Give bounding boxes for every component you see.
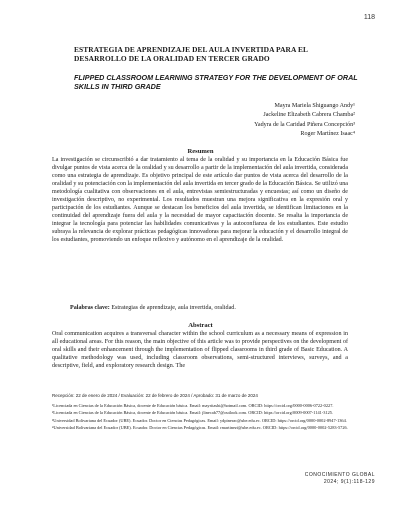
footnote: ¹Licenciada en Ciencias de la Educación Básica, docente de Educación básica. Email: mayritashi@hotmail.com. ORCID: https://orcid.org/0000-0006-0722-0227. [52,403,334,408]
author-name: Yadyra de la Caridad Piñera Concepción³ [254,121,355,128]
footnote: ⁴Universidad Bolivariana del Ecuador (UBE). Ecuador. Doctor en Ciencias Pedagógicas. Email: rmartinezi@ube.edu.ec. ORCID: https://orcid.org/0000-0002-5283-5726. [52,425,348,431]
author-list [254,102,355,140]
submission-dates: Recepción: 22 de enero de 2024 / Evaluación: 22 de febrero de 2024 / Aprobado: 31 de marzo de 2024 [52,393,258,398]
page-number: 118 [363,14,375,21]
abstract-heading: Abstract [188,322,213,329]
footnote: ²Licenciada en Ciencias de la Educación Básica, docente de Educación básica. Email: jlinecab77@outlook.com. ORCID: https://orcid.org/0009-0007-1141-3125. [52,410,334,416]
resumen-heading: Resumen [187,148,214,155]
journal-issue: 2024; 9(1):118-129 [323,479,375,485]
keywords-label: Palabras clave: [70,305,110,311]
keywords-text: Estrategias de aprendizaje, aula invertida, oralidad. [111,305,236,311]
footnotes [52,403,350,432]
abstract-paragraph: Oral communication acquires a transversal character within the school curriculum as a necessary means of expression in all educational areas. For this reason, the main objective of this article was to provide perspectives on the development of oral skills and their enhancement through the implementation of flipped classrooms in third grade of Basic Education. A qualitative methodology was used, including classroom observations, semi-structured interviews, surveys, and a descriptive, field, and exploratory research design. The [52,331,348,369]
author-name: Jackeline Elizabeth Cabrera Chamba² [263,112,355,119]
keywords-line [70,305,350,311]
author-name: Mayra Mariela Shiguango Andy¹ [274,103,355,109]
journal-name: CONOCIMIENTO GLOBAL [304,472,375,478]
journal-footer [305,472,375,486]
author-name: Roger Martínez Isaac⁴ [300,131,355,138]
footnote: ³Universidad Bolivariana del Ecuador (UBE). Ecuador. Doctor en Ciencias Pedagógicas. Email: ydpinerac@ube.edu.ec. ORCID: https://orcid.org/0000-0002-8947-1364. [52,417,347,423]
article-title-english: FLIPPED CLASSROOM LEARNING STRATEGY FOR THE DEVELOPMENT OF ORAL SKILLS IN THIRD GRADE [74,73,358,91]
resumen-paragraph: La investigación se circunscribió a dar tratamiento al tema de la oralidad y su importancia en la Educación Básica fue divulgar puntos de vista acerca de la oralidad y su desarrollo a partir de la implementación del aula invertida, considerada como una estrategia de aprendizaje. Es objetivo principal de este artículo dar puntos de vista acerca del desarrollo de la oralidad y su potenciación con la implementación del aula invertida en tercer grado de la Educación Básica. Se utilizó una metodología cualitativa con observaciones en el aula, entrevistas semiestructuradas y encuestas; así como un diseño de investigación descriptivo, no experimental. Los resultados muestran una mejora significativa en la expresión oral y participación de los estudiantes. Aunque se destacan los beneficios del aula invertida, se identifican limitaciones en la continuidad del aprendizaje fuera del aula y la necesidad de mayor capacitación docente. Se resalta la importancia de integrar la tecnología para potenciar las habilidades comunicativas y la autoconfianza de los estudiantes. Este estudio subraya la relevancia de explorar prácticas pedagógicas innovadoras para mejorar la educación y el desarrollo integral de los estudiantes, promoviendo un enfoque reflexivo y autónomo en el aprendizaje de la oralidad. [52,157,348,243]
article-title-spanish: ESTRATEGIA DE APRENDIZAJE DEL AULA INVERTIDA PARA EL DESARROLLO DE LA ORALIDAD EN TERCER GRADO [74,45,308,63]
